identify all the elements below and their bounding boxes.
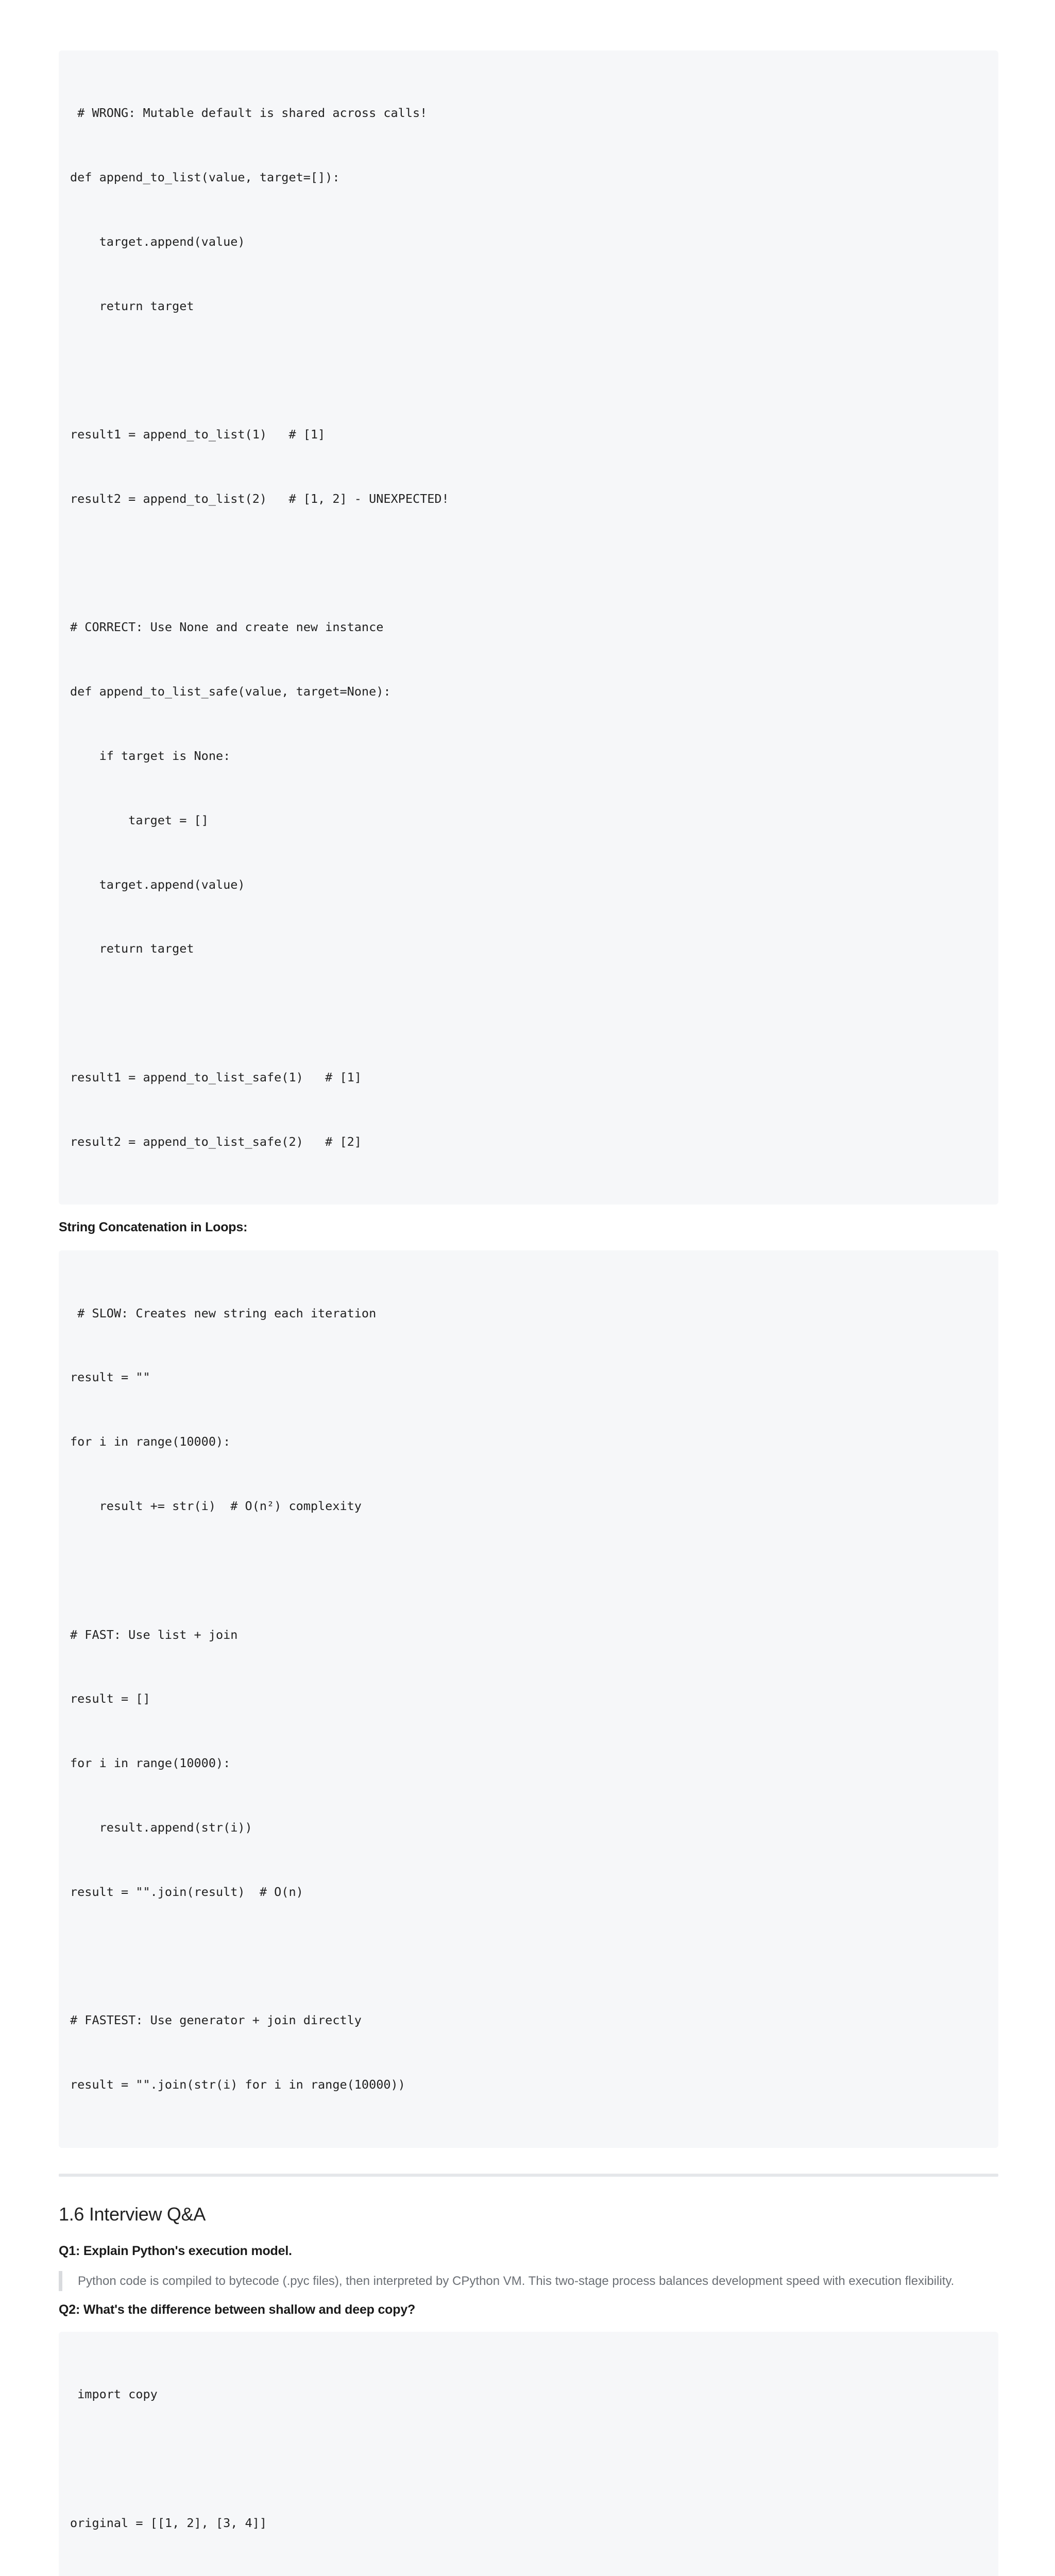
code-line: return target [70,298,194,313]
code-line [70,2448,987,2470]
code-line: result += str(i) # O(n²) complexity [70,1499,362,1513]
code-line: for i in range(10000): [70,1756,231,1771]
code-line: # FASTEST: Use generator + join directly [70,2013,362,2028]
code-line [70,1560,987,1582]
question-2: Q2: What's the difference between shallow and deep copy? [59,2302,416,2317]
code-block-mutable-default [59,50,998,1205]
code-line: def append_to_list_safe(value, target=None): [70,684,391,699]
code-line: # SLOW: Creates new string each iteration [70,1306,377,1320]
code-line [70,553,987,574]
code-line: target = [] [70,812,209,827]
code-block-copy [59,2332,998,2576]
code-line [70,360,987,381]
answer-1-blockquote: Python code is compiled to bytecode (.pyc files), then interpreted by CPython VM. This two-stage process balances development speed with execution flexibility. [59,2271,998,2291]
code-line: return target [70,941,194,956]
code-line: # CORRECT: Use None and create new instance [70,620,384,635]
code-line: result.append(str(i)) [70,1820,252,1835]
code-line: result2 = append_to_list(2) # [1, 2] - UNEXPECTED! [70,491,449,506]
document-page [59,50,998,2576]
code-line: def append_to_list(value, target=[]): [70,170,340,184]
code-block-string-concat [59,1250,998,2147]
question-1: Q1: Explain Python's execution model. [59,2243,292,2258]
code-line: import copy [70,2387,158,2401]
code-line: result = "".join(str(i) for i in range(10000)) [70,2077,405,2092]
code-line: original = [[1, 2], [3, 4]] [70,2515,267,2530]
code-line: for i in range(10000): [70,1434,231,1449]
code-line [70,1003,987,1024]
code-line: target.append(value) [70,234,245,249]
section-title-interview-qa: 1.6 Interview Q&A [59,2203,206,2225]
code-line: result1 = append_to_list(1) # [1] [70,427,326,442]
code-line: # WRONG: Mutable default is shared across calls! [70,106,428,121]
code-line: if target is None: [70,749,231,763]
code-line: result1 = append_to_list_safe(1) # [1] [70,1070,362,1084]
code-line: target.append(value) [70,877,245,892]
code-line: result2 = append_to_list_safe(2) # [2] [70,1134,362,1149]
code-line: # FAST: Use list + join [70,1627,238,1642]
code-line [70,1945,987,1967]
code-line: result = "" [70,1370,150,1385]
code-line: result = [] [70,1691,150,1706]
code-line: result = "".join(result) # O(n) [70,1884,303,1899]
section-divider [59,2174,998,2177]
string-concat-heading: String Concatenation in Loops: [59,1220,248,1235]
